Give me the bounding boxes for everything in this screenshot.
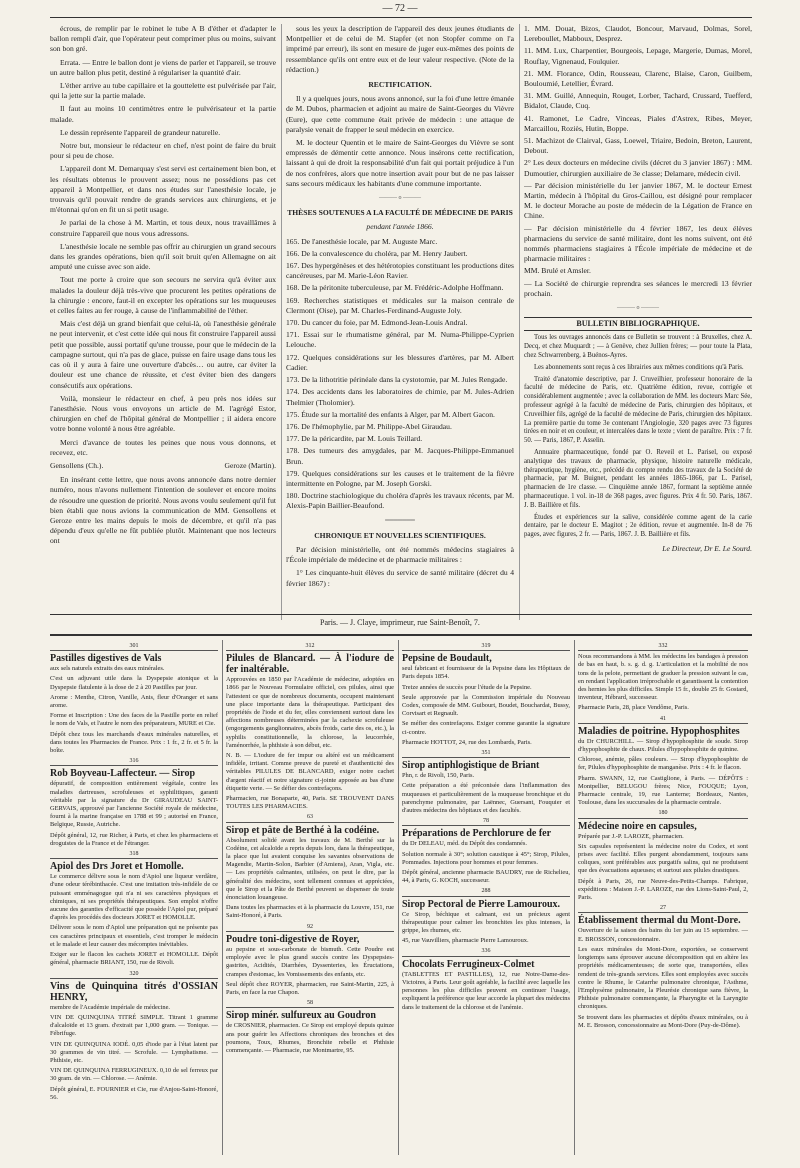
advertisement xyxy=(402,947,570,1011)
thesis-item: 176. De l'hémophylie, par M. Philippe-Abel Giraudau. xyxy=(286,421,452,431)
ornament-divider: ——— o ——— xyxy=(379,195,421,202)
ad-text: Arome : Menthe, Citron, Vanille, Anis, fleur d'Oranger et sans arome. xyxy=(50,693,218,710)
thesis-item: 174. Des accidents dans les laboratoires de chimie, par M. Jules-Adrien Thelmier (Tholomier). xyxy=(286,387,514,407)
ad-heading: Sirop Pectoral de Pierre Lamouroux. xyxy=(402,898,561,910)
thesis-item: 177. De la péricardite, par M. Louis Teillard. xyxy=(286,434,423,444)
ads-column-1 xyxy=(50,640,218,1160)
letter-signatures xyxy=(50,461,276,471)
paragraph: L'anesthésie locale ne semble pas offrir au chirurgien un grand secours dans les grandes opérations, bien qu'il soit bruit qu'en Allemagne on ait amputé une cuisse avec son aide. xyxy=(50,241,276,272)
column-divider xyxy=(281,24,282,620)
news-item: MM. Brulé et Amsler. xyxy=(524,266,591,276)
ad-heading: Pilules de Blancard. — À l'iodure de fer inaltérable. xyxy=(226,653,394,676)
advertisement xyxy=(578,715,748,808)
ad-text: Ce Sirop, béchique et calmant, est un précieux agent thérapeutique pour calmer les bronchites les plus intenses, la grippe, les rhumes, etc. xyxy=(402,910,570,935)
ad-text: Pharmacie HOTTOT, 24, rue des Lombards, Paris. xyxy=(402,738,532,746)
ad-text: 45, rue Vauvilliers, pharmacie Pierre Lamouroux. xyxy=(402,937,529,945)
ad-heading: Établissement thermal du Mont-Dore. xyxy=(578,915,741,927)
paragraph: Merci d'avance de toutes les peines que nous vous donnons, et recevez, etc. xyxy=(50,437,276,457)
paragraph: Par décision ministérielle, ont été nommés médecins stagiaires à l'École impériale de médecine et de pharmacie militaires : xyxy=(286,544,514,565)
ad-heading: Pepsine de Boudault, xyxy=(402,653,492,665)
column-2 xyxy=(286,24,514,624)
ad-number: 312 xyxy=(226,642,394,651)
ad-heading: Maladies de poitrine. Hypophosphites xyxy=(578,725,740,737)
paragraph: Je parlai de la chose à M. Martin, et tous deux, nous travaillâmes à construire l'appareil que nous vous adressons. xyxy=(50,218,276,238)
advertisement xyxy=(50,970,218,1102)
thesis-item: 169. Recherches statistiques et médicales sur la maison centrale de Clermont (Oise), par M. Charles-Ferdinand-Auguste Joly. xyxy=(286,295,514,315)
ad-number: 336 xyxy=(402,947,570,956)
ad-text: de CROSNIER, pharmacien. Ce Sirop est employé depuis quinze ans pour guérir les Affections chroniques des bronches et des poumons, Toux, Rhumes, Bronchite rebelle et Phthisie commençante. — Pharmacie, rue Montmartre, 95. xyxy=(226,1022,394,1054)
advertisement xyxy=(402,817,570,885)
advertisement xyxy=(50,850,218,967)
paragraph: Il y a quelques jours, nous avons annoncé, sur la foi d'une lettre émanée de M. Dubos, pharmacien et adjoint au maire de Saint-Georges du Vièvre (Eure), que cette commune était privée de médecin : une attaque de paralysie venait de frapper le seul médecin en exercice. xyxy=(286,94,514,134)
ad-number: 316 xyxy=(50,757,218,766)
advertisement xyxy=(402,887,570,945)
column-3 xyxy=(524,24,752,624)
news-item: 31. MM. Guillé, Annequin, Rouget, Lorber, Tachard, Crussard, Tuefferd, Bidalot, Claude, Cuq. xyxy=(524,91,752,111)
ad-text: Dans toutes les pharmacies et à la pharmacie du Louvre, 151, rue Saint-Honoré, à Paris. xyxy=(226,904,394,920)
advertisement xyxy=(50,757,218,848)
advertisement xyxy=(578,904,748,1030)
ornament-divider: ═══════ xyxy=(385,517,415,524)
ad-text: au pepsine et sous-carbonate de bismuth. Cette Poudre est employée avec le plus grand succès contre les Dyspepsies-gastrites, Acidités, Diarrhées, Dyssenteries, les Éructations, crampes d'estomac, les Vomissements des enfants, etc. xyxy=(226,945,394,978)
ad-heading: Préparations de Perchlorure de fer xyxy=(402,828,552,840)
ad-number: 332 xyxy=(578,642,748,651)
ad-number: 92 xyxy=(226,923,394,932)
ads-column-4 xyxy=(578,640,748,1160)
ad-text: Nous recommandons à MM. les médecins les bandages à pression de bas en haut, b. s. g. d. g. L'articulation et la mobilité de nos tons de la pelote, permettant de graduer la pression suivant le cas, en rendant l'application irréprochable et garantissent la contention des hernies les plus difficiles. Simple 15 fr., double 25 fr. Gostard, inventeur, Hébrard, successeur. xyxy=(578,653,748,702)
paragraph: Voilà, monsieur le rédacteur en chef, à peu près nos idées sur l'anesthésie. Nous vous envoyons un article de M. l'agrégé Estor, chirurgien en chef de l'hôpital général de Montpellier ; il aidera encore votre bonne volonté à nous être agréable. xyxy=(50,393,276,434)
ad-number: 41 xyxy=(578,715,748,724)
news-item: 51. Machizot de Clairval, Gass, Loewel, Triaire, Bedoin, Breton, Laurent, Debout. xyxy=(524,136,752,156)
paragraph: écrous, de remplir par le robinet le tube A B d'éther et d'adapter le ballon rempli d'air, que l'opérateur peut comprimer plus ou moins, suivant son bon gré. xyxy=(50,24,276,54)
ad-text: C'est un adjuvant utile dans la Dyspepsie atonique et la Dyspepsie flatulente à la dose de 2 à 20 Pastilles par jour. xyxy=(50,675,218,691)
ad-text: Pharmacien, rue Bonaparte, 40, Paris. SE TROUVENT DANS TOUTES LES PHARMACIES. xyxy=(226,795,394,811)
rectification-title: RECTIFICATION. xyxy=(368,80,432,90)
thesis-item: 170. Du cancer du foie, par M. Edmond-Jean-Louis Andral. xyxy=(286,318,468,328)
header-rule xyxy=(50,17,752,18)
ad-text: Ouverture de la saison des bains du 1er juin au 15 septembre. — E. BROSSON, concessionnaire. xyxy=(578,927,748,943)
bibliography-entry: Tous les ouvrages annoncés dans ce Bulletin se trouvent : à Bruxelles, chez A. Decq, et chez Muquardt ; — à Genève, chez Jullien frères; — pour toute la Plata, chez Schwarrenberg, à Buénos-Ayres. xyxy=(524,334,752,360)
ad-text: Dépôt général, 12, rue Richer, à Paris, et chez les pharmaciens et droguistes de la France et de l'étranger. xyxy=(50,831,218,847)
ad-text: dépuratif, de composition entièrement végétale, contre les maladies dartreuses, scrofuleuses et syphilitiques, garanti véritable par la signature du Dr GIRAUDEAU SAINT-GERVAIS, approuvé par l'ancienne Société royale de médecine, fourni à la marine française en 1788 et 99 ; autorisé en France, Belgique, Russie, Autriche. xyxy=(50,780,218,829)
ad-text: Pharmacie Paris, 28, place Vendôme, Paris. xyxy=(578,704,689,712)
ad-text: Seule approuvée par la Commission impériale du Nouveau Codex, composée de MM. Guibourt, Boudet, Bouchardat, Bussy, Corvisart et Regnault. xyxy=(402,693,570,718)
ad-text: Dépôt général, ancienne pharmacie BAUDRY, rue de Richelieu, 44, à Paris, G. KOCH, successeur. xyxy=(402,869,570,885)
column-divider xyxy=(519,24,520,620)
bibliography-entry: Traité d'anatomie descriptive, par J. Cruveilhier, professeur honoraire de la faculté de médecine de Paris, etc. Quatrième édition, revue, corrigée et considérablement augmentée ; avec la collaboration de MM. les docteurs Marc Sée, professeur agrégé à la faculté de médecine de Paris, chirurgien des hôpitaux, et Cruveilhier fils, agrégé de la faculté de médecine de Paris, chirurgien des hôpitaux. La première partie du tome 3e contenant l'Angiologie, 320 pages avec 73 figures tirées en noir et en couleur, et intercalées dans le texte ; vient de paraître. Prix : 7 fr. 50. — Paris, 1867, P. Asselin. xyxy=(524,375,752,445)
editor-note: sous les yeux la description de l'appareil des deux jeunes étudiants de Montpellier et de celui de M. Stapfer (et non Stopfer comme on l'a imprimé par erreur), ils sont en mesure de juger eux-mêmes des points de ressemblance qu'ils ont entre eux et de leur valeur respective. (Note de la rédaction.) xyxy=(286,24,514,74)
ad-text: VIN DE QUINQUINA FERRUGINEUX. 0,10 de sel ferreux par 30 gram. de vin. — Chlorose. — Anémie. xyxy=(50,1067,218,1083)
ad-text: Les eaux minérales du Mont-Dore, exportées, se conservent longtemps sans éprouver aucune décomposition qui en altère les propriétés médicamenteuses; de sorte que, transportées, elles rendent de très-grands services. Elles sont employées avec succès contre le Rhume, le Catarrhe pulmonaire chronique, l'Asthme, l'Emphysème pulmonaire, la Pleurésie chronique sans fièvre, la Phthisie pulmonaire commençante, la Pharyngite et la Laryngite chroniques. xyxy=(578,945,748,1011)
ad-text: Seul dépôt chez ROYER, pharmacien, rue Saint-Martin, 225, à Paris, en face la rue Chapon. xyxy=(226,980,394,996)
thesis-item: 171. Essai sur le rhumatisme général, par M. Numa-Philippe-Cyprien Lelouche. xyxy=(286,330,514,350)
ads-divider xyxy=(574,640,575,1155)
ad-text: Se méfier des contrefaçons. Exiger comme garantie la signature ci-contre. xyxy=(402,720,570,736)
ad-text: N. B. — L'iodure de fer impur ou altéré est un médicament infidèle, irritant. Comme preuve de pureté et d'authenticité des véritables PILULES DE BLANCARD, exiger notre cachet d'argent réactif et notre signature ci-jointe apposée au bas d'une étiquette verte. — Se défier des contrefaçons. xyxy=(226,752,394,792)
ad-heading: Chocolats Ferrugineux-Colmet xyxy=(402,958,535,970)
thesis-item: 178. Des tumeurs des amygdales, par M. Jacques-Philippe-Emmanuel Brun. xyxy=(286,446,514,466)
theses-subtitle: pendant l'année 1866. xyxy=(366,222,434,232)
paragraph: L'appareil dont M. Demarquay s'est servi est certainement bien bon, et les résultats obtenus le prouvent assez; nous ne possédions pas cet appareil à Montpellier, et dans nos études sur l'anesthésie locale, je trouvais qu'il pouvait rendre de grands services aux chirurgiens, et je m'étonnai qu'on en fit un si petit usage. xyxy=(50,164,276,215)
thesis-item: 168. De la péritonite tuberculeuse, par M. Frédéric-Adolphe Hoffmann. xyxy=(286,283,504,293)
signature-left: Gensollens (Ch.). xyxy=(50,460,104,470)
paragraph: Mais c'est déjà un grand bienfait que celui-là, où l'anesthésie générale ne peut intervenir, et c'est cette idée qui nous fit construire l'appareil aussi petit que possible, aussi portatif qu'une trousse, pour que le médecin de la campagne surtout, qui n'a pas de glace, puisse en faire usage dans tous les cas où il y aura à faire une ouverture d'abcès… ou autre, car éviter la douleur est une chance de réussite, et c'est éviter bien des dangers consécutifs aux opérations. xyxy=(50,319,276,390)
thesis-item: 167. Des hypergénèses et des hétérotopies constituant les productions dites cancéreuses, par M. Marie-Léon Ravier. xyxy=(286,261,514,281)
bibliography-entry: Annuaire pharmaceutique, fondé par O. Reveil et L. Parisel, ou exposé analytique des travaux de pharmacie, physique, histoire naturelle médicale, thérapeutique, hygiène, etc., précédé du compte rendu des travaux de la Société de pharmacie, par M. Buignet, pendant les années 1865-1866, par L. Parisel, pharmacien de 1re classe. — Cinquième année 1867, formant la septième année pharmaceutique. 1 vol. in-18 de 368 pages, avec figures. Prix 4 fr. 50. Paris, 1867. J. B. Baillière et fils. xyxy=(524,449,752,509)
news-item: — Par décision ministérielle du 1er janvier 1867, M. le docteur Ernest Martin, médecin à l'hôpital du Gros-Caillou, est désigné pour remplacer M. le docteur Morache au poste de médecin de la Légation de France en Chine. xyxy=(524,180,752,221)
ad-number: 320 xyxy=(50,970,218,979)
ad-text: Pharm. SWANN, 12, rue Castiglione, à Paris. — DÉPÔTS : Montpellier, BELUGOU frères; Nice, FOUQUE; Lyon, Pharmacie centrale, 19, rue Lanterne; Bordeaux, Nantes, Toulouse, dans les succursales de la pharmacie centrale. xyxy=(578,774,748,807)
ad-text: VIN DE QUINQUINA IODÉ. 0,05 d'iode par à l'état latent par 30 grammes de vin titré. — Scrofule. — Lymphatisme. — Phthisie, etc. xyxy=(50,1040,218,1064)
thesis-item: 165. De l'anesthésie locale, par M. Auguste Marc. xyxy=(286,236,438,246)
thesis-item: 172. Quelques considérations sur les blessures d'artères, par M. Albert Cadier. xyxy=(286,352,514,372)
ad-number: 63 xyxy=(226,813,394,822)
editor-signature: Le Directeur, Dr E. Le Sourd. xyxy=(662,544,752,554)
ad-number: 318 xyxy=(50,850,218,859)
column-1 xyxy=(50,24,276,624)
news-item: 11. MM. Lux, Charpentier, Bourgeois, Lepage, Margerie, Dumas, Morel, Rouflay, Vignenaud, Foulquier. xyxy=(524,46,752,66)
printer-imprint: Paris. — J. Claye, imprimeur, rue Saint-Benoît, 7. xyxy=(320,618,480,627)
ad-text: membre de l'Académie impériale de médecine. xyxy=(50,1003,171,1011)
advertisement xyxy=(578,809,748,902)
bulletin-title: BULLETIN BIBLIOGRAPHIQUE. xyxy=(524,317,752,331)
ad-text: Se trouvent dans les pharmacies et dépôts d'eaux minérales, ou à M. E. Brosson, concessionnaire au Mont-Dore (Puy-de-Dôme). xyxy=(578,1013,748,1029)
paragraph: En insérant cette lettre, que nous avons annoncée dans notre dernier numéro, nous n'avons nullement l'intention de soulever et encore moins de résoudre une question de priorité. Nous avons voulu seulement qu'il fut bien établi que nous avions la communication de MM. Gensollens et Geroze entre les mains depuis le mois de décembre, et qu'il n'a pas dépendu d'eux qu'elle ne fût publiée plutôt. Maintenant que nos lecteurs ont xyxy=(50,475,276,546)
ads-rule xyxy=(50,634,752,636)
ad-text: Délivrer sous le nom d'Apiol une préparation qui ne présente pas ces caractères principaux et essentiels, c'est tromper le médecin et le malade et leur causer des mécomptes inévitables. xyxy=(50,924,218,948)
ad-text: Préparée par J.-P. LAROZE, pharmacien. xyxy=(578,832,684,840)
page-number: — 72 — xyxy=(382,3,418,14)
ornament-divider: ——— o ——— xyxy=(617,305,659,312)
ad-text: Approuvées en 1850 par l'Académie de médecine, adoptées en 1866 par le Nouveau Formulaire officiel, ces pilules, ainsi que l'attestent ce que de nombreux documents, occupent maintenant une place importante dans la thérapeutique. Participant des propriétés de l'iode et du fer, elles conviennent surtout dans les affections nombreuses déterminées par la cachexie scrofuleuse (engorgements ganglionnaires, abcès froids, carie des os, etc.), la syphilis constitutionnelle, la chlorose, la leucorrhée, l'aménorrhée, la phthisie à son début, etc. xyxy=(226,676,394,749)
paragraph: Il faut au moins 10 centimètres entre le pulvérisateur et la partie malade. xyxy=(50,104,276,124)
advertisement xyxy=(226,642,394,811)
paragraph: 1° Les cinquante-huit élèves du service de santé militaire (décret du 4 février 1867) : xyxy=(286,568,514,588)
ad-text: Dépôt chez tous les marchands d'eaux minérales naturelles, et dans toutes les Pharmacies de France. Prix : 1 fr., 2 fr. et 5 fr. la boîte. xyxy=(50,730,218,755)
thesis-item: 180. Doctrine stachiologique du choléra d'après les travaux récents, par M. Alexis-Papin Baillier-Beaufond. xyxy=(286,491,514,511)
ad-number: 288 xyxy=(402,887,570,896)
ad-text: aux sels naturels extraits des eaux minérales. xyxy=(50,665,165,673)
paragraph: Tout me porte à croire que son secours ne servira qu'à éviter aux malades la douleur déjà très-vive que procurent les petites opérations de la chirurgie : encore, faut-il en excepter les opérations sur les muqueuses et celles faites au fer rouge, à cause de l'inflammabilité de l'éther. xyxy=(50,275,276,316)
ad-text: Dépôt à Paris, 26, rue Neuve-des-Petits-Champs. Fabrique, expéditions : Maison J.-P. LAROZE, rue des Lions-Saint-Paul, 2, Paris. xyxy=(578,877,748,902)
paragraph: Le dessin représente l'appareil de grandeur naturelle. xyxy=(60,127,221,137)
ads-column-2 xyxy=(226,640,394,1160)
news-item: 1. MM. Douat, Bizos, Claudot, Boncour, Marvaud, Dolmas, Sorel, Lereboullet, Mabboux, Desprez. xyxy=(524,24,752,44)
ad-text: Cette préparation a été préconisée dans l'inflammation des muqueuses et particulièrement de la muqueuse bronchique et du parenchyme pulmonaire, par Laënnec, Guersant, Fouquier et d'autres médecins des hôpitaux et des facultés. xyxy=(402,782,570,815)
paragraph: Errata. — Entre le ballon dont je viens de parler et l'appareil, se trouve un autre ballon plus petit, destiné à régulariser la quantité d'air. xyxy=(50,57,276,77)
ad-number: 319 xyxy=(402,642,570,651)
ad-text: du Dr CHURCHILL. — Sirop d'hypophosphite de soude. Sirop d'hypophosphite de chaux. Pilules d'hypophosphite de quinine. xyxy=(578,737,748,754)
news-item: — La Société de chirurgie reprendra ses séances le mercredi 13 février prochain. xyxy=(524,278,752,298)
advertisement xyxy=(402,749,570,815)
ad-text: Forme et Inscription : Une des faces de la Pastille porte en relief le nom de Vals, et l'autre le nom des préparateurs, MURE et Cie. xyxy=(50,712,218,728)
bibliography-entry: Études et expériences sur la salive, considérée comme agent de la carie dentaire, par le docteur E. Magitot ; 2e édition, revue et augmentée. In-8 de 76 pages, avec figures, 2 fr. — Paris, 1867. J. B. Baillière et fils. xyxy=(524,513,752,539)
news-item: 2° Les deux docteurs en médecine civils (décret du 3 janvier 1867) : MM. Dumoutier, chirurgien auxiliaire de 3e classe; Delamare, médecin civil. xyxy=(524,158,752,178)
ad-text: Solution normale à 30°; solution caustique à 45°; Sirop, Pilules, Pommades. Injections pour hommes et pour femmes. xyxy=(402,850,570,866)
ad-text: (TABLETTES ET PASTILLES), 12, rue Notre-Dame-des-Victoires, à Paris. Leur goût agréable, la facilité avec laquelle les personnes les plus difficiles peuvent en continuer l'usage, expliquent la préférence que leur accorde la plupart des médecins dans le traitement de la chlorose et de l'anémie. xyxy=(402,970,570,1011)
ad-text: VIN DE QUINQUINA TITRÉ SIMPLE. Titrant 1 gramme d'alcaloïde et 13 gram. d'extrait par 1,000 gram. — Tonique. — Fébrifuge. xyxy=(50,1013,218,1038)
ad-text: du Dr DELEAU, méd. du Dépôt des condamnés. xyxy=(402,840,527,848)
ad-number: 301 xyxy=(50,642,218,651)
ad-number: 180 xyxy=(578,809,748,818)
thesis-item: 173. De la lithotritie périnéale dans la cystotomie, par M. Jules Rengade. xyxy=(286,375,508,385)
news-item: 21. MM. Florance, Odin, Rousseau, Clarenc, Blaise, Caron, Guilbem, Bouloumié, Letellier, Évrard. xyxy=(524,68,752,89)
footer-rule xyxy=(50,614,752,615)
advertisement xyxy=(226,813,394,920)
thesis-item: 175. Étude sur la mortalité des enfants à Alger, par M. Albert Gacon. xyxy=(286,409,495,419)
ad-heading: Apiol des Drs Joret et Homolle. xyxy=(50,861,184,873)
ads-divider xyxy=(398,640,399,1155)
thesis-item: 166. De la convalescence du choléra, par M. Henry Jaubert. xyxy=(286,248,468,258)
ad-text: Phn, r. de Rivoli, 150, Paris. xyxy=(402,772,475,780)
paragraph: Notre but, monsieur le rédacteur en chef, n'est point de faire du bruit pour si peu de chose. xyxy=(50,141,276,161)
ad-text: Treize années de succès pour l'étude de la Pepsine. xyxy=(402,683,532,691)
news-item: 41. Ramonet, Le Cadre, Vinceas, Piales d'Astrex, Ribes, Meyer, Marcaillou, Roziès, Hutin, Boppe. xyxy=(524,113,752,133)
advertisement xyxy=(578,642,748,713)
advertisement xyxy=(226,923,394,997)
ad-number: 58 xyxy=(226,999,394,1008)
ad-heading: Médecine noire en capsules, xyxy=(578,820,697,832)
advertisement xyxy=(402,642,570,747)
ads-column-3 xyxy=(402,640,570,1160)
ad-text: Dépôt général, E. FOURNIER et Cie, rue d'Anjou-Saint-Honoré, 56. xyxy=(50,1085,218,1101)
paragraph: M. le docteur Quentin et le maire de Saint-Georges du Vièvre se sont empressés de démentir cette annonce. Nous insérons cette rectification, laissant à qui de droit la responsabilité d'un fait qui portait préjudice à l'un de nos confrères, alors que notre insertion avait pour but de ne pas laisser sans secours médicaux les habitants d'une commune importante. xyxy=(286,138,514,188)
thesis-item: 179. Quelques considérations sur les causes et le traitement de la fièvre intermittente en Pologne, par M. Joseph Gorski. xyxy=(286,468,514,488)
paragraph: L'éther arrive au tube capillaire et la gouttelette est pulvérisée par l'air, qui la jette sur la partie malade. xyxy=(50,81,276,101)
ad-number: 27 xyxy=(578,904,748,913)
signature-right: Geroze (Martin). xyxy=(224,460,276,470)
ad-text: Six capsules représentent la médecine noire du Codex, et sont prises avec facilité. Elles purgent abondamment, toujours sans coliques, sont préférables aux purgatifs salins, qui ne produisent que des évacuations aqueuses; et surtout aux pilules drastiques. xyxy=(578,842,748,875)
ad-heading: Rob Boyveau-Laffecteur. — Sirop xyxy=(50,768,195,780)
advertisement xyxy=(50,642,218,755)
ad-heading: Poudre toni-digestive de Royer, xyxy=(226,933,360,945)
ad-heading: Sirop antiphlogistique de Briant xyxy=(402,760,540,772)
ad-text: Chlorose, anémie, pâles couleurs. — Sirop d'hypophosphite de fer, Pilules d'hypophosphite de manganèse. Prix : 4 fr. le flacon. xyxy=(578,756,748,772)
chronique-title: CHRONIQUE ET NOUVELLES SCIENTIFIQUES. xyxy=(314,530,486,540)
theses-title: THÈSES SOUTENUES A LA FACULTÉ DE MÉDECINE DE PARIS xyxy=(287,208,513,218)
ad-text: seul fabricant et fournisseur de la Pepsine dans les Hôpitaux de Paris depuis 1854. xyxy=(402,665,570,681)
ad-heading: Pastilles digestives de Vals xyxy=(50,653,162,665)
advertisement xyxy=(226,999,394,1055)
news-item: — Par décision ministérielle du 4 février 1867, les deux élèves pharmaciens du service de santé militaire, dont les noms suivent, ont été nommés pharmaciens stagiaires à l'École impériale de médecine et de pharmacie militaires : xyxy=(524,223,752,264)
ad-text: Le commerce délivre sous le nom d'Apiol une liqueur verdâtre, d'une odeur térébinthacée. C'est une imitation très-infidèle de ce puissant emménagogue qui n'a ni ses caractères physiques et chimiques, ni ses propriétés thérapeutiques. Son emploi n'offre aucune des garanties d'efficacité que possède l'Apiol pur, préparé d'après les procédés des docteurs JORET et HOMOLLE. xyxy=(50,873,218,922)
ad-heading: Vins de Quinquina titrés d'OSSIAN HENRY, xyxy=(50,980,218,1003)
ad-heading: Sirop et pâte de Berthé à la codéine. xyxy=(226,824,380,836)
bibliography-entry: Les abonnements sont reçus à ces librairies aux mêmes conditions qu'à Paris. xyxy=(534,363,744,371)
ad-number: 78 xyxy=(402,817,570,826)
ad-number: 351 xyxy=(402,749,570,758)
ads-divider xyxy=(222,640,223,1155)
ad-text: Exiger sur le flacon les cachets JORET et HOMOLLE. Dépôt général, pharmacie BRIANT, 150, rue de Rivoli. xyxy=(50,951,218,967)
ad-text: Absolument solidé avant les travaux de M. Berthé sur la Codéine, cet alcaloïde a repris depuis lors, dans la thérapeutique, la place que lui avaient conquise les savantes observations de Magendie, Martin-Solon, Barbier (d'Amiens), Aran, Vigla, etc. — Les propriétés calmantes, utilisées, on peut le dire, par la généralité des médecins, sont tellement connues et appréciées, que le Sirop et la Pâte de Berthé peuvent se dispenser de toute énonciation louangeuse. xyxy=(226,836,394,902)
ad-heading: Sirop minér. sulfureux au Goudron xyxy=(226,1010,376,1022)
